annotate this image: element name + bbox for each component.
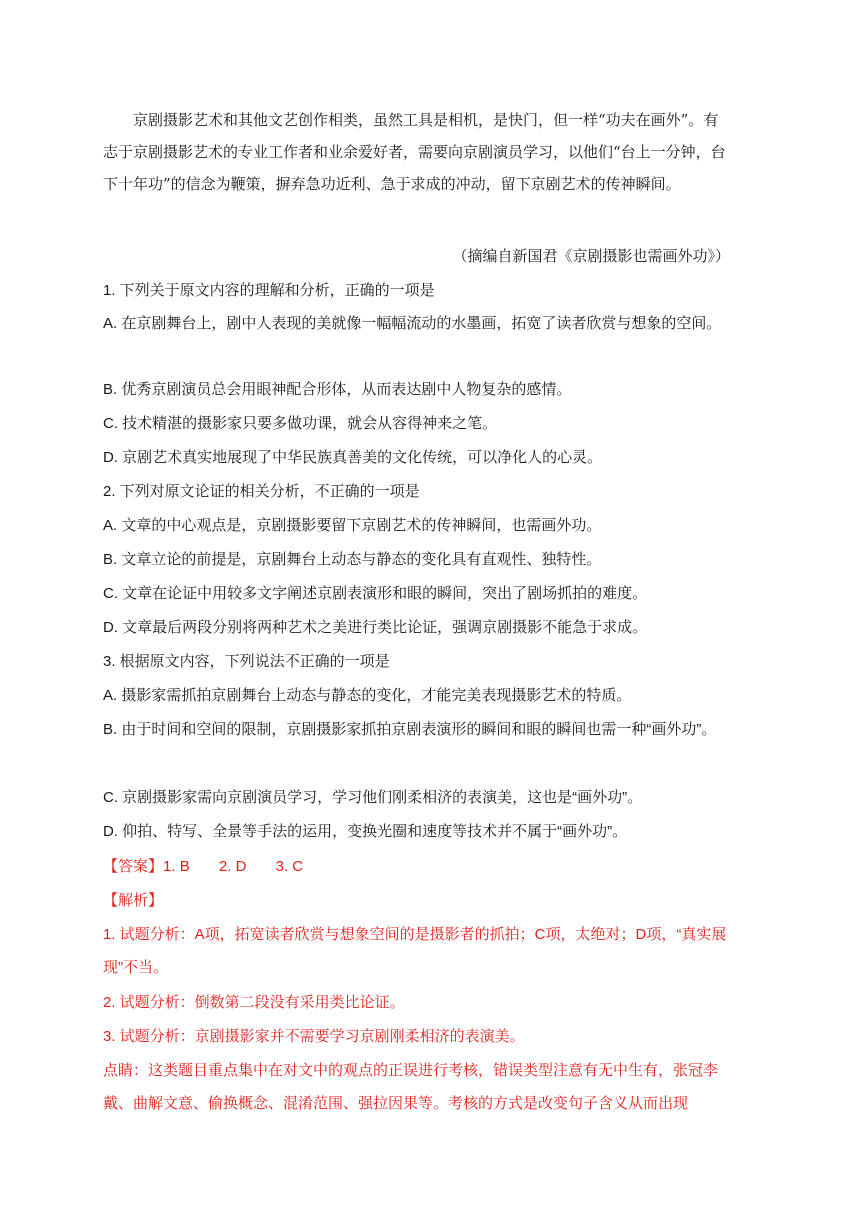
question-1-option-a: A. 在京剧舞台上，剧中人表现的美就像一幅幅流动的水墨画，拓宽了读者欣赏与想象的空间。 (103, 315, 722, 332)
answer-2: 2. D (218, 858, 247, 875)
question-2-option-a: A. 文章的中心观点是，京剧摄影要留下京剧艺术的传神瞬间，也需画外功。 (103, 517, 602, 534)
answer-row (103, 850, 303, 883)
analysis-item-3: 3. 试题分析：京剧摄影家并不需要学习京剧刚柔相济的表演美。 (103, 1028, 525, 1045)
analysis-item-2: 2. 试题分析：倒数第二段没有采用类比论证。 (103, 994, 405, 1011)
answer-3: 3. C (275, 858, 304, 875)
answer-1: 1. B (163, 858, 190, 875)
question-1-stem: 1. 下列关于原文内容的理解和分析，正确的一项是 (103, 282, 435, 299)
question-1-option-b: B. 优秀京剧演员总会用眼神配合形体，从而表达剧中人物复杂的感情。 (103, 381, 572, 398)
analysis-item-1: 1. 试题分析：A项，拓宽读者欣赏与想象空间的是摄影者的抓拍；C项，太绝对；D项，“真实展现”不当。 (103, 926, 727, 976)
answer-label: 【答案】 (103, 858, 164, 875)
question-3-option-b: B. 由于时间和空间的限制，京剧摄影家抓拍京剧表演形的瞬间和眼的瞬间也需一种“画外功”。 (103, 721, 717, 738)
question-1-option-d: D. 京剧艺术真实地展现了中华民族真善美的文化传统，可以净化人的心灵。 (103, 449, 603, 466)
question-3-option-c: C. 京剧摄影家需向京剧演员学习，学习他们刚柔相济的表演美，这也是“画外功”。 (103, 789, 643, 806)
question-3-stem: 3. 根据原文内容，下列说法不正确的一项是 (103, 653, 390, 670)
question-3-option-d: D. 仰拍、特写、全景等手法的运用，变换光圈和速度等技术并不属于“画外功”。 (103, 823, 628, 840)
passage-source: （摘编自新国君《京剧摄影也需画外功》） (452, 247, 730, 265)
question-2-option-c: C. 文章在论证中用较多文字阐述京剧表演形和眼的瞬间，突出了剧场抓拍的难度。 (103, 585, 648, 602)
question-2-option-d: D. 文章最后两段分别将两种艺术之美进行类比论证，强调京剧摄影不能急于求成。 (103, 619, 648, 636)
question-2-stem: 2. 下列对原文论证的相关分析，不正确的一项是 (103, 483, 420, 500)
question-1-option-c: C. 技术精湛的摄影家只要多做功课，就会从容得神来之笔。 (103, 415, 498, 432)
question-2-option-b: B. 文章立论的前提是，京剧舞台上动态与静态的变化具有直观性、独特性。 (103, 551, 602, 568)
analysis-label: 【解析】 (103, 892, 164, 909)
passage-paragraph: 京剧摄影艺术和其他文艺创作相类，虽然工具是相机，是快门，但一样“功夫在画外”。有志于京剧摄影艺术的专业工作者和业余爱好者，需要向京剧演员学习，以他们“台上一分钟，台下十年功”的信念为鞭策，摒弃急功近利、急于求成的冲动，留下京剧艺术的传神瞬间。 (103, 111, 726, 193)
analysis-tip: 点睛：这类题目重点集中在对文中的观点的正误进行考核，错误类型注意有无中生有，张冠李戴、曲解文意、偷换概念、混淆范围、强拉因果等。考核的方式是改变句子含义从而出现 (103, 1062, 719, 1112)
question-3-option-a: A. 摄影家需抓拍京剧舞台上动态与静态的变化，才能完美表现摄影艺术的特质。 (103, 687, 632, 704)
